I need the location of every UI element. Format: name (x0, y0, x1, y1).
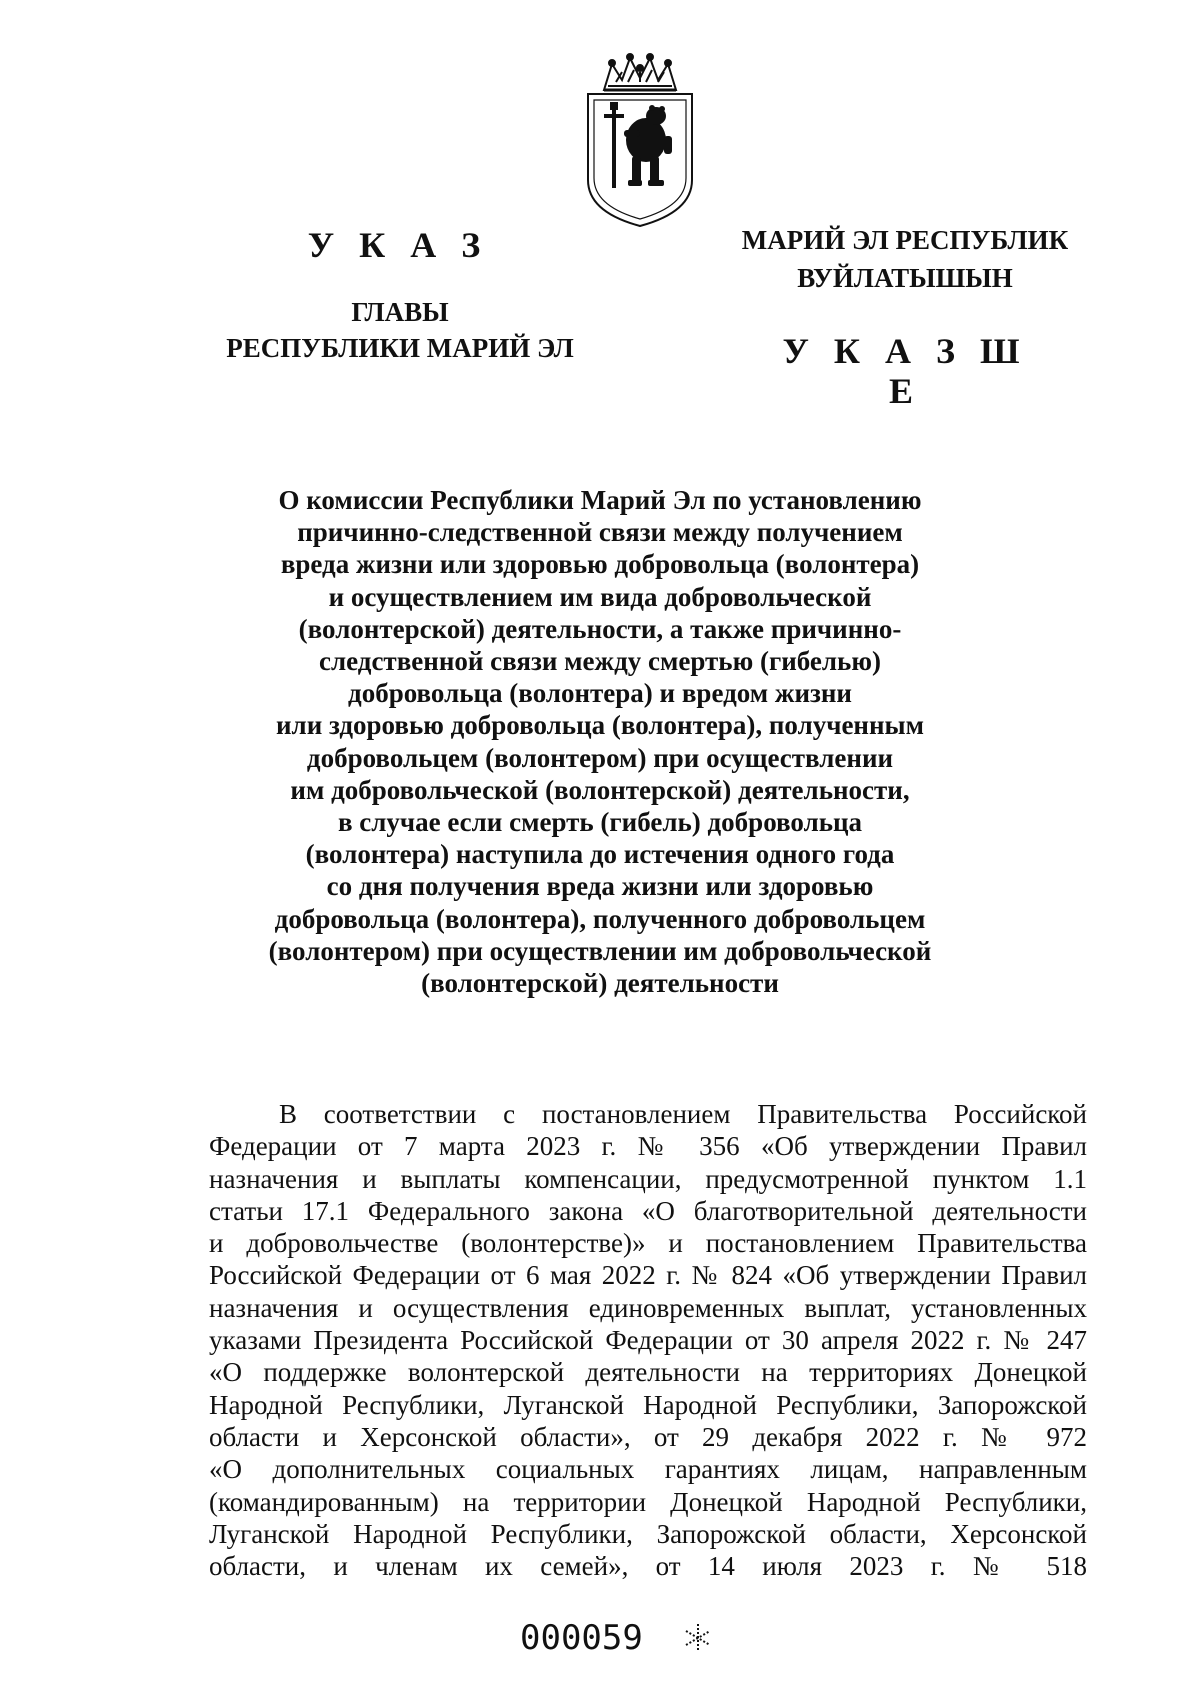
snowflake-icon (682, 1622, 714, 1654)
body-line: статьи 17.1 Федерального закона «О благотворительной деятельности (209, 1195, 1087, 1226)
title-line: и осуществлением им вида добровольческой (328, 581, 872, 612)
issuer-line-2-ru: РЕСПУБЛИКИ МАРИЙ ЭЛ (226, 333, 574, 363)
serial-number: 000059 (520, 1618, 643, 1658)
title-line: О комиссии Республики Марий Эл по установлению (278, 485, 922, 515)
body-line: назначения и выплаты компенсации, предусмотренной пунктом 1.1 (209, 1163, 1087, 1194)
decree-title-mari: У К А З Ш Е (782, 331, 1028, 411)
title-line: добровольцем (волонтером) при осуществлении (306, 742, 894, 773)
body-line: области, и членам их семей», от 14 июля 2023 г. № 518 (209, 1551, 1087, 1582)
body-line: Луганской Народной Республики, Запорожской области, Херсонской (209, 1518, 1087, 1549)
title-line: вреда жизни или здоровью добровольца (волонтера) (280, 549, 920, 580)
body-line: «О дополнительных социальных гарантиях лицам, направленным (209, 1454, 1087, 1485)
title-line: (волонтером) при осуществлении им добровольческой (268, 935, 932, 966)
body-line: Народной Республики, Луганской Народной Республики, Запорожской (209, 1389, 1087, 1420)
body-line: Российской Федерации от 6 мая 2022 г. № 824 «Об утверждении Правил (209, 1260, 1087, 1291)
document-title (230, 484, 970, 999)
title-line: добровольца (волонтера), полученного добровольцем (274, 903, 926, 934)
issuer-line-1-mari: МАРИЙ ЭЛ РЕСПУБЛИК (741, 225, 1069, 255)
body-line: области и Херсонской области», от 29 декабря 2022 г. № 972 (209, 1421, 1087, 1452)
title-line: (волонтерской) деятельности, а также причинно- (298, 613, 902, 644)
title-line: им добровольческой (волонтерской) деятельности, (290, 774, 910, 805)
body-line: (командированным) на территории Донецкой Народной Республики, (209, 1486, 1087, 1517)
body-line: указами Президента Российской Федерации от 30 апреля 2022 г. № 247 (209, 1325, 1087, 1356)
title-line: (волонтера) наступила до истечения одного года (305, 839, 895, 870)
title-line: добровольца (волонтера) и вредом жизни (348, 678, 852, 709)
title-line: причинно-следственной связи между получением (297, 517, 903, 548)
body-line: и добровольчестве (волонтерстве)» и постановлением Правительства (209, 1228, 1087, 1259)
title-line: со дня получения вреда жизни или здоровью (326, 871, 874, 902)
crown-icon (604, 54, 676, 90)
title-line: в случае если смерть (гибель) добровольца (337, 807, 863, 838)
body-line: «О поддержке волонтерской деятельности на территориях Донецкой (209, 1357, 1087, 1388)
title-line: следственной связи между смертью (гибелью) (319, 646, 881, 677)
body-line: В соответствии с постановлением Правительства Российской (279, 1099, 1087, 1129)
body-line: Федерации от 7 марта 2023 г. № 356 «Об утверждении Правил (209, 1131, 1087, 1162)
issuer-line-2-mari: ВУЙЛАТЫШЫН (797, 263, 1013, 293)
title-line: (волонтерской) деятельности (421, 968, 779, 999)
issuer-line-1-ru: ГЛАВЫ (351, 297, 449, 327)
decree-title-ru: У К А З (307, 225, 489, 265)
title-line: или здоровью добровольца (волонтера), полученным (275, 710, 925, 741)
body-paragraph (209, 1098, 1087, 1582)
coat-of-arms-emblem (582, 52, 698, 228)
body-line: назначения и осуществления единовременных выплат, установленных (209, 1292, 1087, 1323)
